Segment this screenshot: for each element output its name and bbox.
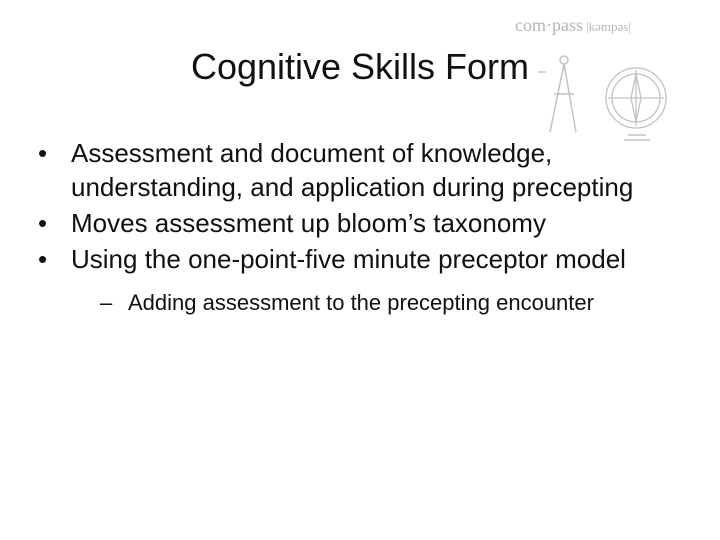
logo-brand-text: com·pass [515,15,583,35]
sub-bullet-item [100,288,678,318]
bullet-dot: • [38,208,48,238]
bullet-text: Moves assessment up bloom’s taxonomy [71,208,546,238]
bullet-text: Using the one-point-five minute preceptor model [71,244,626,274]
slide-title: Cognitive Skills Form [190,46,530,87]
sub-bullet-text: Adding assessment to the precepting encounter [128,290,594,315]
slide-content [38,136,678,318]
bullet-item [38,242,678,276]
bullet-dot: • [38,244,48,274]
logo-pronunciation-text: |kəmpəs| [585,19,631,34]
sub-bullet-dash: – [100,290,113,315]
bullet-dot: • [38,138,48,168]
bullet-item [38,206,678,240]
bullet-text: Assessment and document of knowledge, understanding, and application during precepting [71,138,634,202]
bullet-item [38,136,678,204]
